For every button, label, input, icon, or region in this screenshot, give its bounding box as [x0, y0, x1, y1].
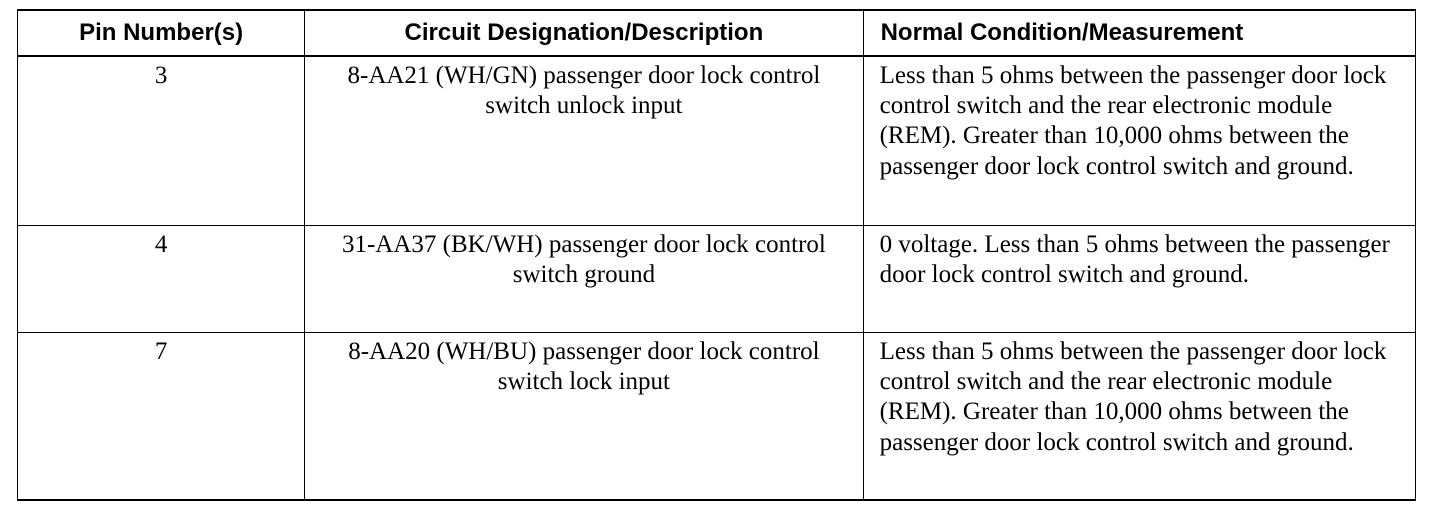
table-body — [18, 56, 1416, 500]
header-row — [18, 10, 1416, 56]
normal-condition-cell: Less than 5 ohms between the passenger door lock control switch and the rear electronic module (REM). Greater than 10,000 ohms between the passenger door lock control switch and ground. — [863, 56, 1415, 226]
table-row — [18, 56, 1416, 226]
table-header — [18, 10, 1416, 56]
header-circuit-designation: Circuit Designation/Description — [305, 10, 863, 56]
circuit-description-cell: 8-AA21 (WH/GN) passenger door lock control switch unlock input — [305, 56, 863, 226]
header-normal-condition: Normal Condition/Measurement — [863, 10, 1415, 56]
pin-number-cell: 4 — [18, 226, 305, 333]
header-pin-numbers: Pin Number(s) — [18, 10, 305, 56]
pinout-table — [17, 9, 1416, 501]
pin-number-cell: 7 — [18, 333, 305, 501]
normal-condition-cell: 0 voltage. Less than 5 ohms between the passenger door lock control switch and ground. — [863, 226, 1415, 333]
circuit-description-cell: 8-AA20 (WH/BU) passenger door lock control switch lock input — [305, 333, 863, 501]
table-row — [18, 226, 1416, 333]
pin-number-cell: 3 — [18, 56, 305, 226]
circuit-description-cell: 31-AA37 (BK/WH) passenger door lock control switch ground — [305, 226, 863, 333]
normal-condition-cell: Less than 5 ohms between the passenger door lock control switch and the rear electronic module (REM). Greater than 10,000 ohms between the passenger door lock control switch and ground. — [863, 333, 1415, 501]
table-row — [18, 333, 1416, 501]
